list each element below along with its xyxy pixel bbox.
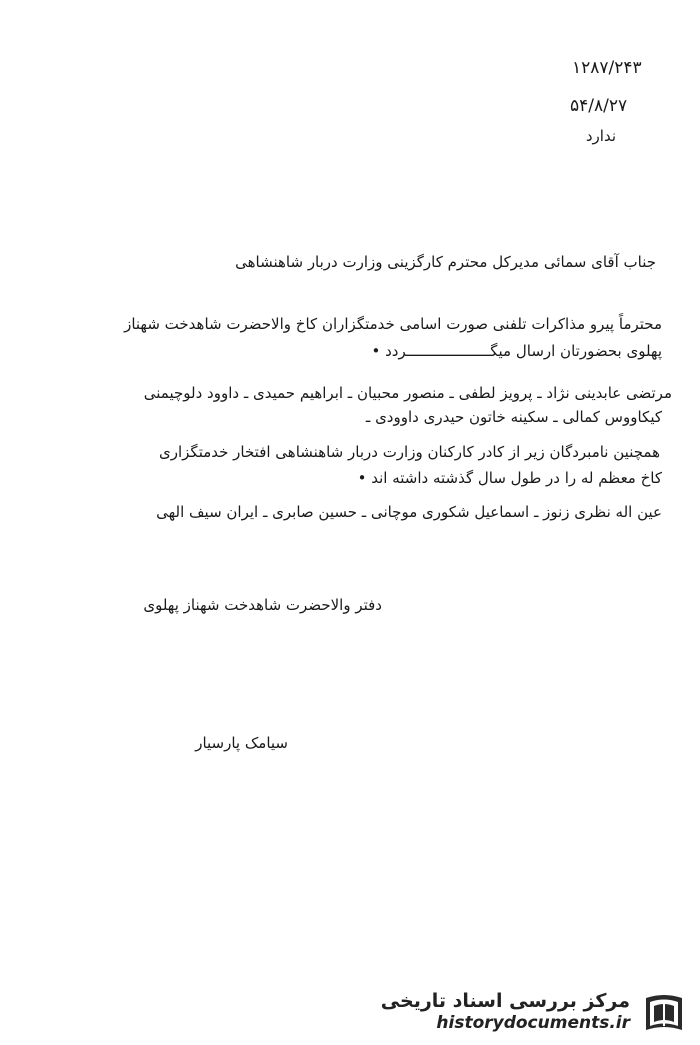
signature-name: سیامک پارسیار [195,734,288,752]
body-line-6: کاخ معظم له را در طول سال گذشته داشته اند • [357,469,662,487]
watermark-url: historydocuments.ir [436,1013,630,1033]
body-line-4: کیکاووس کمالی ـ سکینه خاتون حیدری داوودی ـ [365,408,662,426]
office-name: دفتر والاحضرت شاهدخت شهناز پهلوی [143,596,382,614]
watermark-title: مرکز بررسی اسناد تاریخی [380,990,630,1012]
letter-number: ۱۲۸۷/۲۴۳ [572,58,642,78]
letter-date: ۵۴/۸/۲۷ [570,96,628,116]
archive-logo-icon [640,990,688,1038]
attachment-status: ندارد [585,127,616,145]
salutation: جناب آقای سمائی مدیرکل محترم کارگزینی وزارت دربار شاهنشاهی [235,253,656,271]
body-line-2: پهلوی بحضورتان ارسال میگـــــــــــــــــــردد • [371,342,662,360]
body-line-5: همچنین نامبردگان زیر از کادر کارکنان وزارت دربار شاهنشاهی افتخار خدمتگزاری [158,443,660,461]
body-line-3: مرتضی عابدینی نژاد ـ پرویز لطفی ـ منصور محبیان ـ ابراهیم حمیدی ـ داوود دلوچیمنی [143,384,672,402]
watermark [358,988,688,1038]
body-line-1: محترماً پیرو مذاکرات تلفنی صورت اسامی خدمتگزاران کاخ والاحضرت شاهدخت شهناز [124,315,662,333]
body-line-7: عین اله نظری زنوز ـ اسماعیل شکوری موچانی ـ حسین صابری ـ ایران سیف الهی [156,503,662,521]
